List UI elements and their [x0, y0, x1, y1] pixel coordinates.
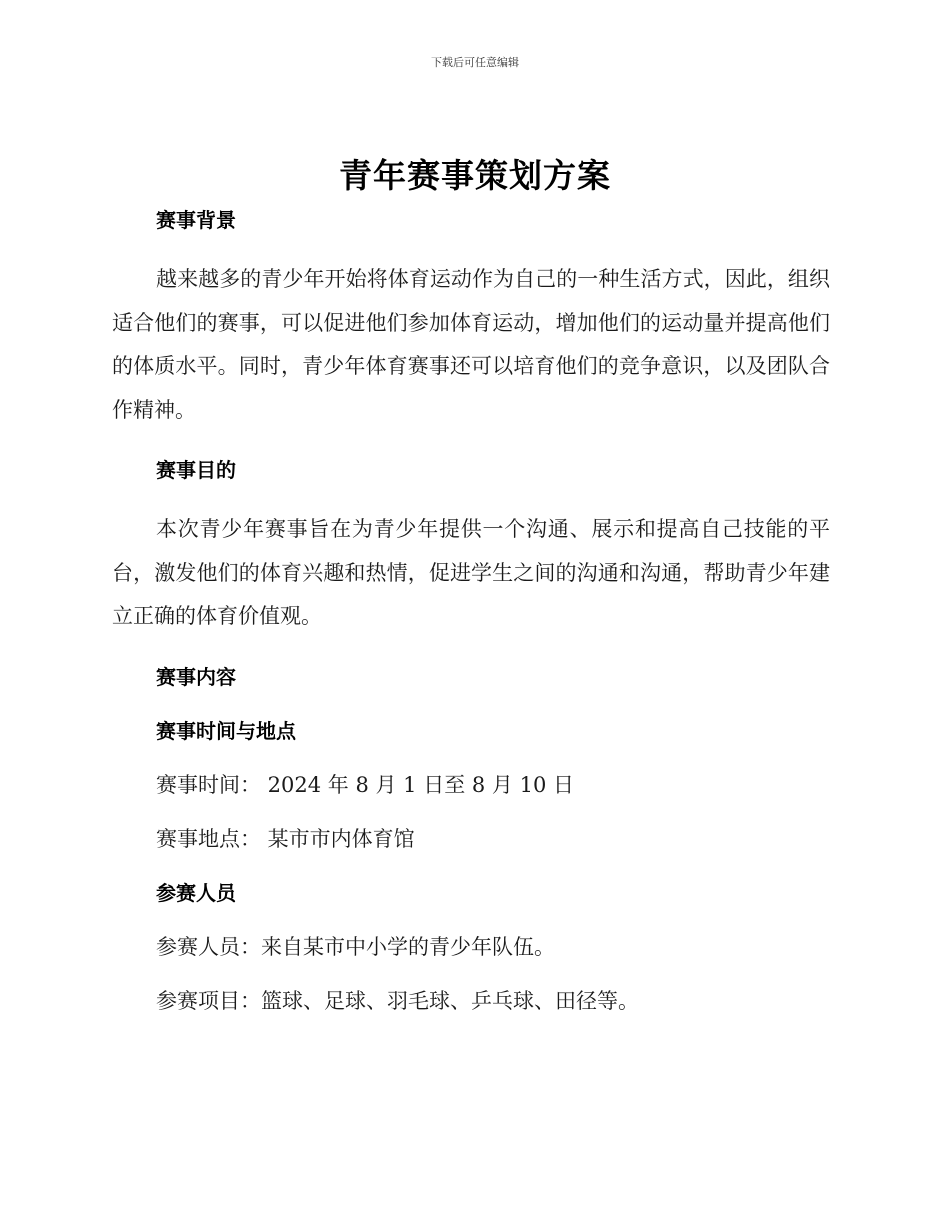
events-line: 参赛项目：篮球、足球、羽毛球、乒乓球、田径等。 [156, 988, 639, 1013]
section-heading-purpose: 赛事目的 [156, 458, 236, 482]
section-heading-content: 赛事内容 [156, 664, 236, 689]
participants-line: 参赛人员：来自某市中小学的青少年队伍。 [156, 934, 555, 959]
event-place-line: 赛事地点： 某市市内体育馆 [156, 826, 415, 851]
spacer [112, 432, 830, 454]
event-time-line: 赛事时间： 2024 年 8 月 1 日至 8 月 10 日 [156, 772, 574, 797]
section-heading-participants: 参赛人员 [156, 880, 236, 905]
document-body [112, 204, 830, 1017]
spacer [112, 747, 830, 769]
section-heading-time-place: 赛事时间与地点 [156, 718, 296, 743]
document-title: 青年赛事策划方案 [339, 156, 611, 195]
spacer [112, 855, 830, 877]
spacer [112, 909, 830, 931]
purpose-paragraph: 本次青少年赛事旨在为青少年提供一个沟通、展示和提高自己技能的平台，激发他们的体育兴趣和热情，促进学生之间的沟通和沟通，帮助青少年建立正确的体育价值观。 [112, 517, 830, 628]
spacer [112, 486, 830, 508]
background-paragraph: 越来越多的青少年开始将体育运动作为自己的一种生活方式，因此，组织适合他们的赛事，可以促进他们参加体育运动，增加他们的运动量并提高他们的体质水平。同时，青少年体育赛事还可以培育他们的竞争意识，以及团队合作精神。 [112, 267, 830, 422]
page-header-note: 下载后可任意编辑 [431, 56, 519, 69]
spacer [112, 693, 830, 715]
spacer [112, 963, 830, 985]
spacer [112, 639, 830, 661]
spacer [112, 236, 830, 258]
spacer [112, 801, 830, 823]
section-heading-background: 赛事背景 [156, 208, 236, 232]
